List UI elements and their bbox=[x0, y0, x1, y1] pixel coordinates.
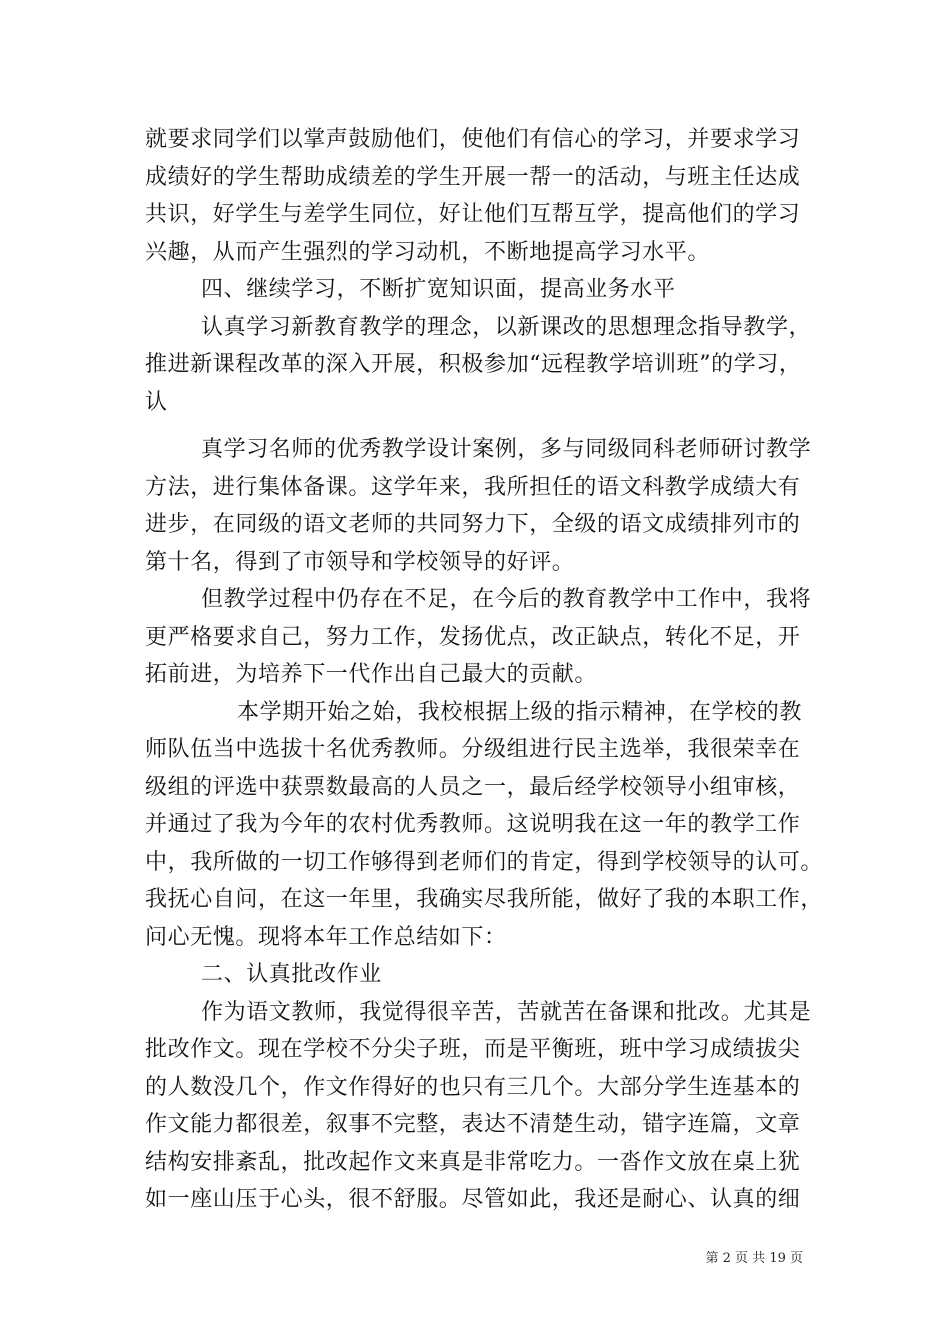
text-line: 但教学过程中仍存在不足，在今后的教育教学中工作中，我将 bbox=[201, 587, 812, 612]
text-line: 认真学习新教育教学的理念，以新课改的思想理念指导教学， bbox=[201, 314, 812, 340]
document-body bbox=[145, 121, 824, 1219]
text-line: 级组的评选中获票数最高的人员之一，最后经学校领导小组审核， bbox=[145, 774, 801, 800]
text-line: 成绩好的学生帮助成绩差的学生开展一帮一的活动，与班主任达成 bbox=[145, 164, 801, 190]
text-line: 并通过了我为今年的农村优秀教师。这说明我在这一年的教学工作 bbox=[145, 812, 801, 837]
page-number-footer: 第 2 页 共 19 页 bbox=[705, 1251, 803, 1266]
text-line: 师队伍当中选拔十名优秀教师。分级组进行民主选举，我很荣幸在 bbox=[145, 737, 801, 762]
text-line: 作文能力都很差，叙事不完整，表达不清楚生动，错字连篇，文章 bbox=[145, 1112, 801, 1137]
text-line: 方法，进行集体备课。这学年来，我所担任的语文科教学成绩大有 bbox=[145, 474, 801, 500]
text-line: 真学习名师的优秀教学设计案例，多与同级同科老师研讨教学 bbox=[201, 437, 812, 462]
text-line: 结构安排紊乱，批改起作文来真是非常吃力。一沓作文放在桌上犹 bbox=[145, 1149, 801, 1175]
text-line: 就要求同学们以掌声鼓励他们，使他们有信心的学习，并要求学习 bbox=[145, 127, 801, 152]
text-line: 如一座山压于心头，很不舒服。尽管如此，我还是耐心、认真的细 bbox=[145, 1187, 801, 1212]
text-line: 推进新课程改革的深入开展，积极参加“远程教学培训班”的学习， bbox=[145, 352, 802, 377]
section-heading: 四、继续学习，不断扩宽知识面，提高业务水平 bbox=[201, 277, 676, 302]
text-line: 我抚心自问，在这一年里，我确实尽我所能，做好了我的本职工作， bbox=[145, 887, 824, 912]
text-line: 更严格要求自己，努力工作，发扬优点，改正缺点，转化不足，开 bbox=[145, 624, 801, 650]
text-line: 中，我所做的一切工作够得到老师们的肯定，得到学校领导的认可。 bbox=[145, 849, 824, 875]
text-line: 的人数没几个，作文作得好的也只有三几个。大部分学生连基本的 bbox=[145, 1074, 801, 1100]
text-line: 问心无愧。现将本年工作总结如下： bbox=[145, 924, 507, 950]
text-line: 共识，好学生与差学生同位，好让他们互帮互学，提高他们的学习 bbox=[145, 202, 801, 227]
text-line: 兴趣，从而产生强烈的学习动机，不断地提高学习水平。 bbox=[145, 239, 711, 265]
text-line: 进步，在同级的语文老师的共同努力下，全级的语文成绩排列市的 bbox=[145, 512, 801, 537]
paragraph-gap bbox=[145, 421, 815, 431]
section-heading: 二、认真批改作业 bbox=[201, 962, 382, 987]
text-line: 拓前进，为培养下一代作出自己最大的贡献。 bbox=[145, 662, 598, 687]
text-line: 批改作文。现在学校不分尖子班，而是平衡班，班中学习成绩拔尖 bbox=[145, 1037, 801, 1062]
text-line: 认 bbox=[145, 389, 168, 415]
text-line: 第十名，得到了市领导和学校领导的好评。 bbox=[145, 549, 575, 575]
text-line: 本学期开始之始，我校根据上级的指示精神，在学校的教 bbox=[237, 699, 803, 725]
text-line: 作为语文教师，我觉得很辛苦，苦就苦在备课和批改。尤其是 bbox=[201, 999, 812, 1025]
